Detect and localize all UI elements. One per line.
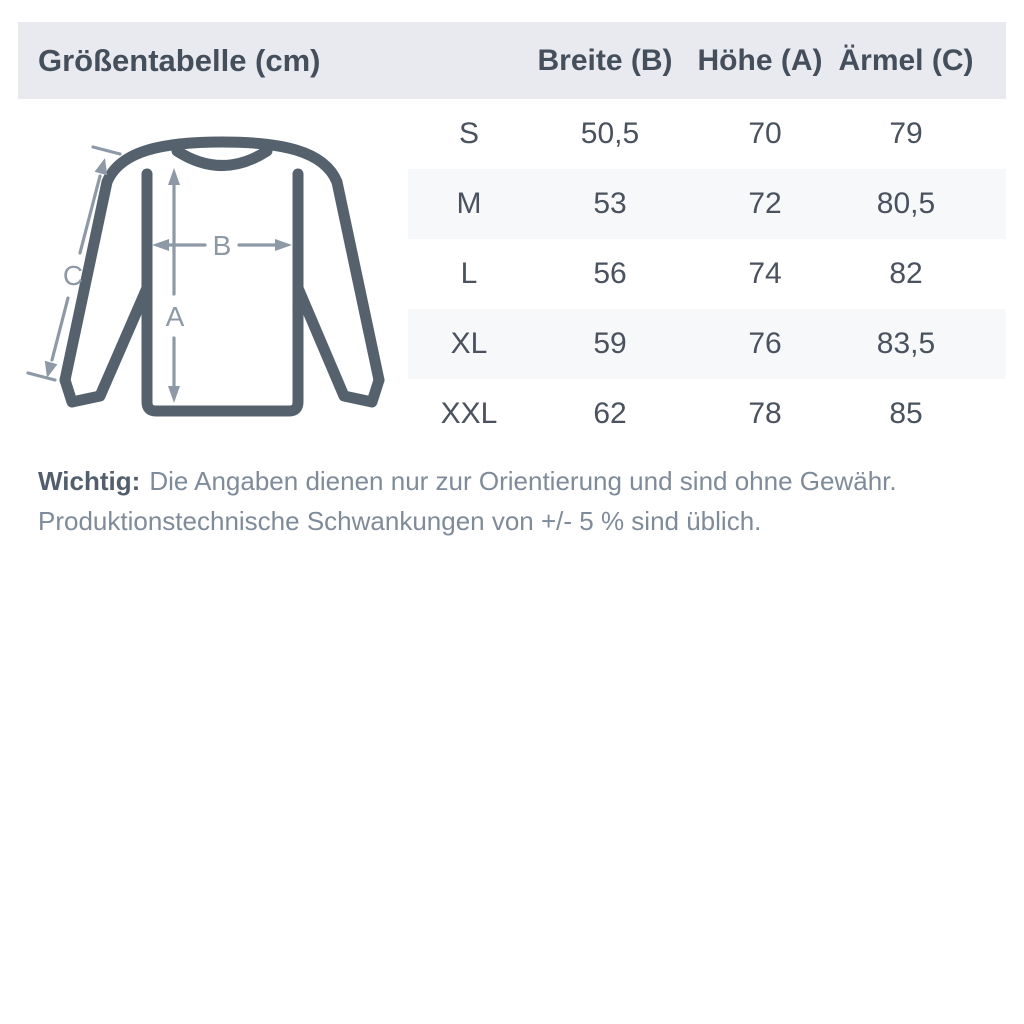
column-header-sleeve: Ärmel (C) <box>838 43 974 77</box>
arrowhead-down-icon <box>168 386 180 403</box>
width-cell: 59 <box>593 327 627 360</box>
arrowhead-up-icon <box>168 168 180 185</box>
arrowhead-left-icon <box>152 239 169 251</box>
height-cell: 72 <box>748 187 782 220</box>
arrowhead-downleft-icon <box>45 361 58 378</box>
sweater-measurement-diagram-icon <box>25 130 415 440</box>
size-cell: L <box>460 257 478 290</box>
disclaimer-label: Wichtig: <box>38 466 141 496</box>
table-row <box>408 239 1006 309</box>
label-b: B <box>212 230 232 261</box>
height-cell: 76 <box>748 327 782 360</box>
sleeve-cell: 80,5 <box>876 187 936 220</box>
table-row <box>408 169 1006 239</box>
table-row <box>408 309 1006 379</box>
height-cell: 70 <box>748 117 782 150</box>
sleeve-cell: 83,5 <box>876 327 936 360</box>
arrowhead-right-icon <box>275 239 292 251</box>
arrow-c-tick <box>93 147 120 154</box>
size-cell: M <box>456 187 482 220</box>
table-row <box>408 99 1006 169</box>
sweater-outline-icon <box>62 142 379 411</box>
disclaimer-line-1 <box>38 461 998 501</box>
page-title: Größentabelle (cm) <box>38 42 321 78</box>
sleeve-cell: 82 <box>889 257 923 290</box>
column-header-height: Höhe (A) <box>697 43 823 77</box>
height-cell: 78 <box>748 397 782 430</box>
size-cell: XL <box>450 327 488 360</box>
width-cell: 56 <box>593 257 627 290</box>
size-cell: S <box>458 117 479 150</box>
table-header-bar <box>18 22 1006 99</box>
sleeve-cell: 85 <box>889 397 923 430</box>
size-table-body <box>408 99 1006 449</box>
sleeve-cell: 79 <box>889 117 923 150</box>
height-cell: 74 <box>748 257 782 290</box>
disclaimer-note <box>38 461 998 541</box>
width-cell: 62 <box>593 397 627 430</box>
width-cell: 50,5 <box>580 117 640 150</box>
table-row <box>408 379 1006 449</box>
arrowhead-upright-icon <box>95 158 108 175</box>
label-a: A <box>165 301 185 332</box>
width-cell: 53 <box>593 187 627 220</box>
disclaimer-text-2: Produktionstechnische Schwankungen von +/- 5 % sind üblich. <box>38 506 762 536</box>
column-header-width: Breite (B) <box>537 43 673 77</box>
size-cell: XXL <box>440 397 498 430</box>
label-c: C <box>62 260 84 291</box>
arrow-c-tick <box>28 373 55 380</box>
disclaimer-text-1: Die Angaben dienen nur zur Orientierung und sind ohne Gewähr. <box>149 466 897 496</box>
disclaimer-line-2 <box>38 501 998 541</box>
